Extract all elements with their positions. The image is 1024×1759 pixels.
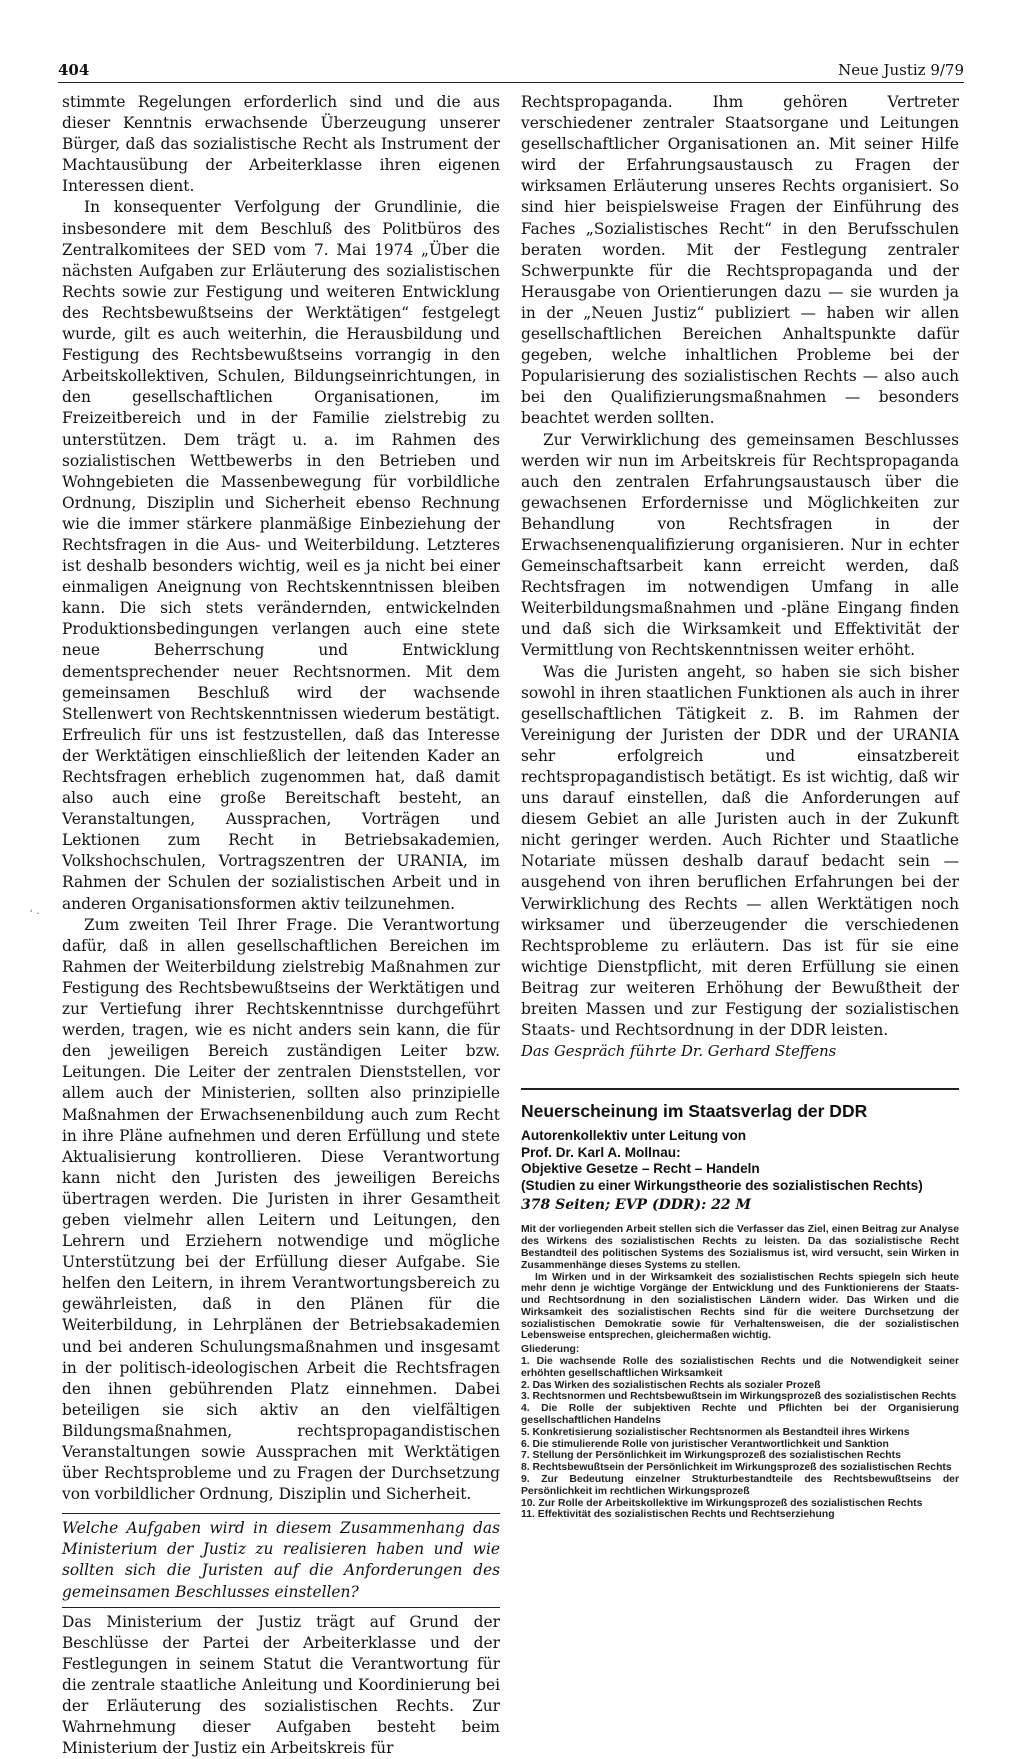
contents-item: 11. Effektivität des sozialistischen Rechts und Rechtserziehung [521, 1509, 835, 1521]
interview-question: Welche Aufgaben wird in diesem Zusammenhang das Ministerium der Justiz zu realisieren haben und wie sollten sich die Juristen auf die Anforderungen des gemeinsamen Beschlusses einstellen? [62, 1519, 500, 1601]
paragraph: Rechtspropaganda. Ihm gehören Vertreter verschiedener zentraler Staatsorgane und Leitungen gesellschaftlicher Organisationen an. Mit seiner Hilfe wird der Erfahrungsaustausch zu Fragen der wirksamen Erläuterung unseres Rechts organisiert. So sind hier beispielsweise Fragen der Einführung des Faches „Sozialistisches Recht“ in den Berufsschulen beraten worden. Mit der Festlegung zentraler Schwerpunkte für die Rechtspropaganda und der Herausgabe von Orientierungen dazu — sie wurden ja in der „Neuen Justiz“ publiziert — haben wir allen gesellschaftlichen Bereichen Anhaltspunkte dafür gegeben, welche inhaltlichen Probleme bei der Popularisierung des sozialistischen Rechts — also auch bei den Qualifizierungsmaßnahmen — besonders beachtet werden sollten. [521, 93, 959, 428]
book-title: Objektive Gesetze – Recht – Handeln [521, 1161, 760, 1177]
author-name: Prof. Dr. Karl A. Mollnau: [521, 1144, 681, 1160]
paragraph: In konsequenter Verfolgung der Grundlinie, die insbesondere mit dem Beschluß des Politbüros des Zentralkomitees der SED vom 7. Mai 1974 „Über die nächsten Aufgaben zur Erläuterung des sozialistischen Rechts sowie zur Festigung und weiteren Entwicklung des Rechtsbewußtseins der Werktätigen“ festgelegt wurde, gilt es auch weiterhin, die Herausbildung und Festigung des Rechtsbewußtseins vorrangig in den Arbeitskollektiven, Schulen, Bildungseinrichtungen, in den gesellschaftlichen Organisationen, im Freizeitbereich und in der Familie zielstrebig zu unterstützen. Dem trägt u. a. im Rahmen des sozialistischen Wettbewerbs in den Betrieben und Wohngebieten die Massenbewegung für vorbildliche Ordnung, Disziplin und Sicherheit ebenso Rechnung wie die immer stärkere planmäßige Einbeziehung der Rechtsfragen in die Aus- und Weiterbildung. Letzteres ist deshalb besonders wichtig, weil es ja nicht bei einer einmaligen Aneignung von Rechtskenntnissen bleiben kann. Die sich stets verändernden, entwickelnden Produktionsbedingungen verlangen auch eine stete neue Beherrschung und Entwicklung dementsprechender neuer Rechtsnormen. Mit dem gemeinsamen Beschluß wird der wachsende Stellenwert von Rechtskenntnissen wiederum bestätigt. Erfreulich für uns ist festzustellen, daß das Interesse der Werktätigen einschließlich der leitenden Kader an Rechtsfragen erheblich zugenommen hat, daß damit also auch eine große Bereitschaft besteht, an Veranstaltungen, Aussprachen, Vorträgen und Lektionen zum Recht in Betriebsakademien, Volkshochschulen, Vortragszentren der URANIA, im Rahmen der Schulen der sozialistischen Arbeit und in anderen Organisationsformen aktiv teilzunehmen. [62, 198, 500, 913]
divider [62, 1513, 500, 1514]
page-number: 404 [58, 61, 90, 79]
contents-item: 7. Stellung der Persönlichkeit im Wirkungsprozeß des sozialistischen Rechts [521, 1450, 901, 1462]
contents-item: 10. Zur Rolle der Arbeitskollektive im Wirkungsprozeß des sozialistischen Rechts [521, 1497, 923, 1509]
book-description [521, 1224, 959, 1521]
paragraph: Zum zweiten Teil Ihrer Frage. Die Verantwortung dafür, daß in allen gesellschaftlichen Bereichen im Rahmen der Weiterbildung zielstrebig Maßnahmen zur Festigung des Rechtsbewußtseins der Werktätigen und zur Vertiefung ihrer Rechtskenntnisse durchgeführt werden, tragen, wie es nicht anders sein kann, die für den jeweiligen Bereich zuständigen Leiter bzw. Leitungen. Die Leiter der zentralen Dienststellen, vor allem auch der Ministerien, sollten also prinzipielle Maßnahmen der Erwachsenenbildung auch zum Recht in ihre Pläne aufnehmen und deren Erfüllung und stete Aktualisierung kontrollieren. Diese Verantwortung kann nicht den Juristen des jeweiligen Bereichs übertragen werden. Die Juristen in ihrer Gesamtheit geben vielmehr allen Leitern und Leitungen, den Lehrern und Erziehern notwendige und mögliche Unterstützung bei der Erfüllung dieser Aufgabe. Sie helfen den Leitern, in ihrem Verantwortungsbereich zu gewährleisten, daß in den Plänen für die Weiterbildung, in Lehrplänen der Betriebsakademien und bei anderen Schulungsmaßnahmen und insgesamt in der politisch-ideologischen Arbeit die Rechtsfragen den ihnen gebührenden Platz einnehmen. Dabei beteiligen sie sich aktiv an den vielfältigen Bildungsmaßnahmen, rechtspropagandistischen Veranstaltungen sowie Aussprachen mit Werktätigen über Rechtsprobleme und zu Fragen der Durchsetzung von vorbildlicher Ordnung, Disziplin und Sicherheit. [62, 915, 500, 1504]
contents-item: 2. Das Wirken des sozialistischen Rechts als sozialer Prozeß [521, 1379, 821, 1391]
book-announcement [521, 1100, 959, 1521]
contents-item: 1. Die wachsende Rolle des sozialistischen Rechts und die Notwendigkeit seiner erhöhten gesellschaftlichen Wirksamkeit [521, 1356, 959, 1379]
contents-label: Gliederung: [521, 1344, 580, 1356]
description-paragraph: Mit der vorliegenden Arbeit stellen sich die Verfasser das Ziel, einen Beitrag zur Analyse des Wirkens des sozialistischen Rechts zu leisten. Da das sozialistische Recht Bestandteil des politischen Systems des Sozialismus ist, wird versucht, sein Wirken in Zusammenhänge dieses Systems zu stellen. [521, 1224, 959, 1271]
journal-issue: Neue Justiz 9/79 [838, 61, 964, 79]
book-price: 378 Seiten; EVP (DDR): 22 M [521, 1197, 752, 1214]
divider [62, 1607, 500, 1608]
contents-item: 8. Rechtsbewußtsein der Persönlichkeit im Wirkungsprozeß des sozialistischen Rechts [521, 1462, 952, 1474]
contents-item: 5. Konkretisierung sozialistischer Rechtsnormen als Bestandteil ihres Wirkens [521, 1426, 910, 1438]
contents-item: 3. Rechtsnormen und Rechtsbewußtsein im Wirkungsprozeß des sozialistischen Rechts [521, 1391, 957, 1403]
section-divider [521, 1088, 959, 1090]
contents-item: 4. Die Rolle der subjektiven Rechte und Pflichten bei der Organisierung gesellschaftlichen Handelns [521, 1403, 959, 1427]
interviewer-credit: Das Gespräch führte Dr. Gerhard Steffens [521, 1043, 837, 1061]
author-line: Autorenkollektiv unter Leitung von [521, 1128, 747, 1144]
paragraph: Zur Verwirklichung des gemeinsamen Beschlusses werden wir nun im Arbeitskreis für Rechtspropaganda auch den zentralen Erfahrungsaustausch über die gewachsenen Erfordernisse und Möglichkeiten zur Behandlung von Rechtsfragen in der Erwachsenenqualifizierung organisieren. Nur in echter Gemeinschaftsarbeit kann erreicht werden, daß Rechtsfragen im notwendigen Umfang in alle Weiterbildungsmaßnahmen und -pläne Eingang finden und daß sich die Wirksamkeit und Effektivität der Vermittlung von Rechtskenntnissen weiter erhöht. [521, 430, 959, 660]
paragraph: stimmte Regelungen erforderlich sind und die aus dieser Kenntnis erwachsende Überzeugung unserer Bürger, daß das sozialistische Recht als Instrument der Machtausübung der Arbeiterklasse ihren eigenen Interessen dient. [62, 93, 500, 196]
contents-list [521, 1356, 959, 1521]
paragraph: Was die Juristen angeht, so haben sie sich bisher sowohl in ihren staatlichen Funktionen als auch in ihrer gesellschaftlichen Tätigkeit z. B. im Rahmen der Vereinigung der Juristen der DDR und der URANIA sehr erfolgreich und einsatzbereit rechtspropagandistisch betätigt. Es ist wichtig, daß wir uns darauf einstellen, daß die Anforderungen auf diesem Gebiet an alle Juristen auch in der Zukunft nicht geringer werden. Auch Richter und Staatliche Notariate müssen deshalb darauf bedacht sein — ausgehend von ihren beruflichen Erfahrungen bei der Verwirklichung des Rechts — allen Werktätigen noch wirksamer und überzeugender die verschiedenen Rechtsprobleme zu erläutern. Das ist für sie eine wichtige Dienstpflicht, mit deren Erfüllung sie einen Beitrag zur weiteren Erhöhung der Bewußtheit der breiten Massen und zur Festigung der sozialistischen Staats- und Rechtsordnung in der DDR leisten. [521, 662, 959, 1040]
description-paragraph: Im Wirken und in der Wirksamkeit des sozialistischen Rechts spiegeln sich heute mehr denn je wichtige Vorgänge der Entwicklung und des Funktionierens der Staats- und Rechtsordnung in den sozialistischen Ländern wider. Das Wirken und die Wirksamkeit des sozialistischen Rechts sind für die weitere Durchsetzung der sozialistischen Demokratie sowie für Verhaltensweisen, die der sozialistischen Lebensweise entsprechen, gleichermaßen wichtig. [521, 1271, 959, 1342]
contents-item: 6. Die stimulierende Rolle von juristischer Verantwortlichkeit und Sanktion [521, 1438, 889, 1450]
contents-item: 9. Zur Bedeutung einzelner Strukturbestandteile des Rechtsbewußtseins der Persönlichkeit im rechtlichen Wirkungsprozeß [521, 1474, 959, 1497]
paragraph: Das Ministerium der Justiz trägt auf Grund der Beschlüsse der Partei der Arbeiterklasse und der Festlegungen in seinem Statut die Verantwortung für die zentrale staatliche Anleitung und Koordinierung bei der Erläuterung des sozialistischen Rechts. Zur Wahrnehmung dieser Aufgaben besteht beim Ministerium der Justiz ein Arbeitskreis für [62, 1612, 500, 1758]
right-column [521, 92, 959, 1521]
left-column [62, 92, 500, 1759]
margin-mark: ʿ · [30, 909, 40, 920]
book-subtitle: (Studien zu einer Wirkungstheorie des sozialistischen Rechts) [521, 1177, 923, 1193]
running-header [58, 60, 964, 83]
announcement-heading: Neuerscheinung im Staatsverlag der DDR [521, 1101, 868, 1122]
